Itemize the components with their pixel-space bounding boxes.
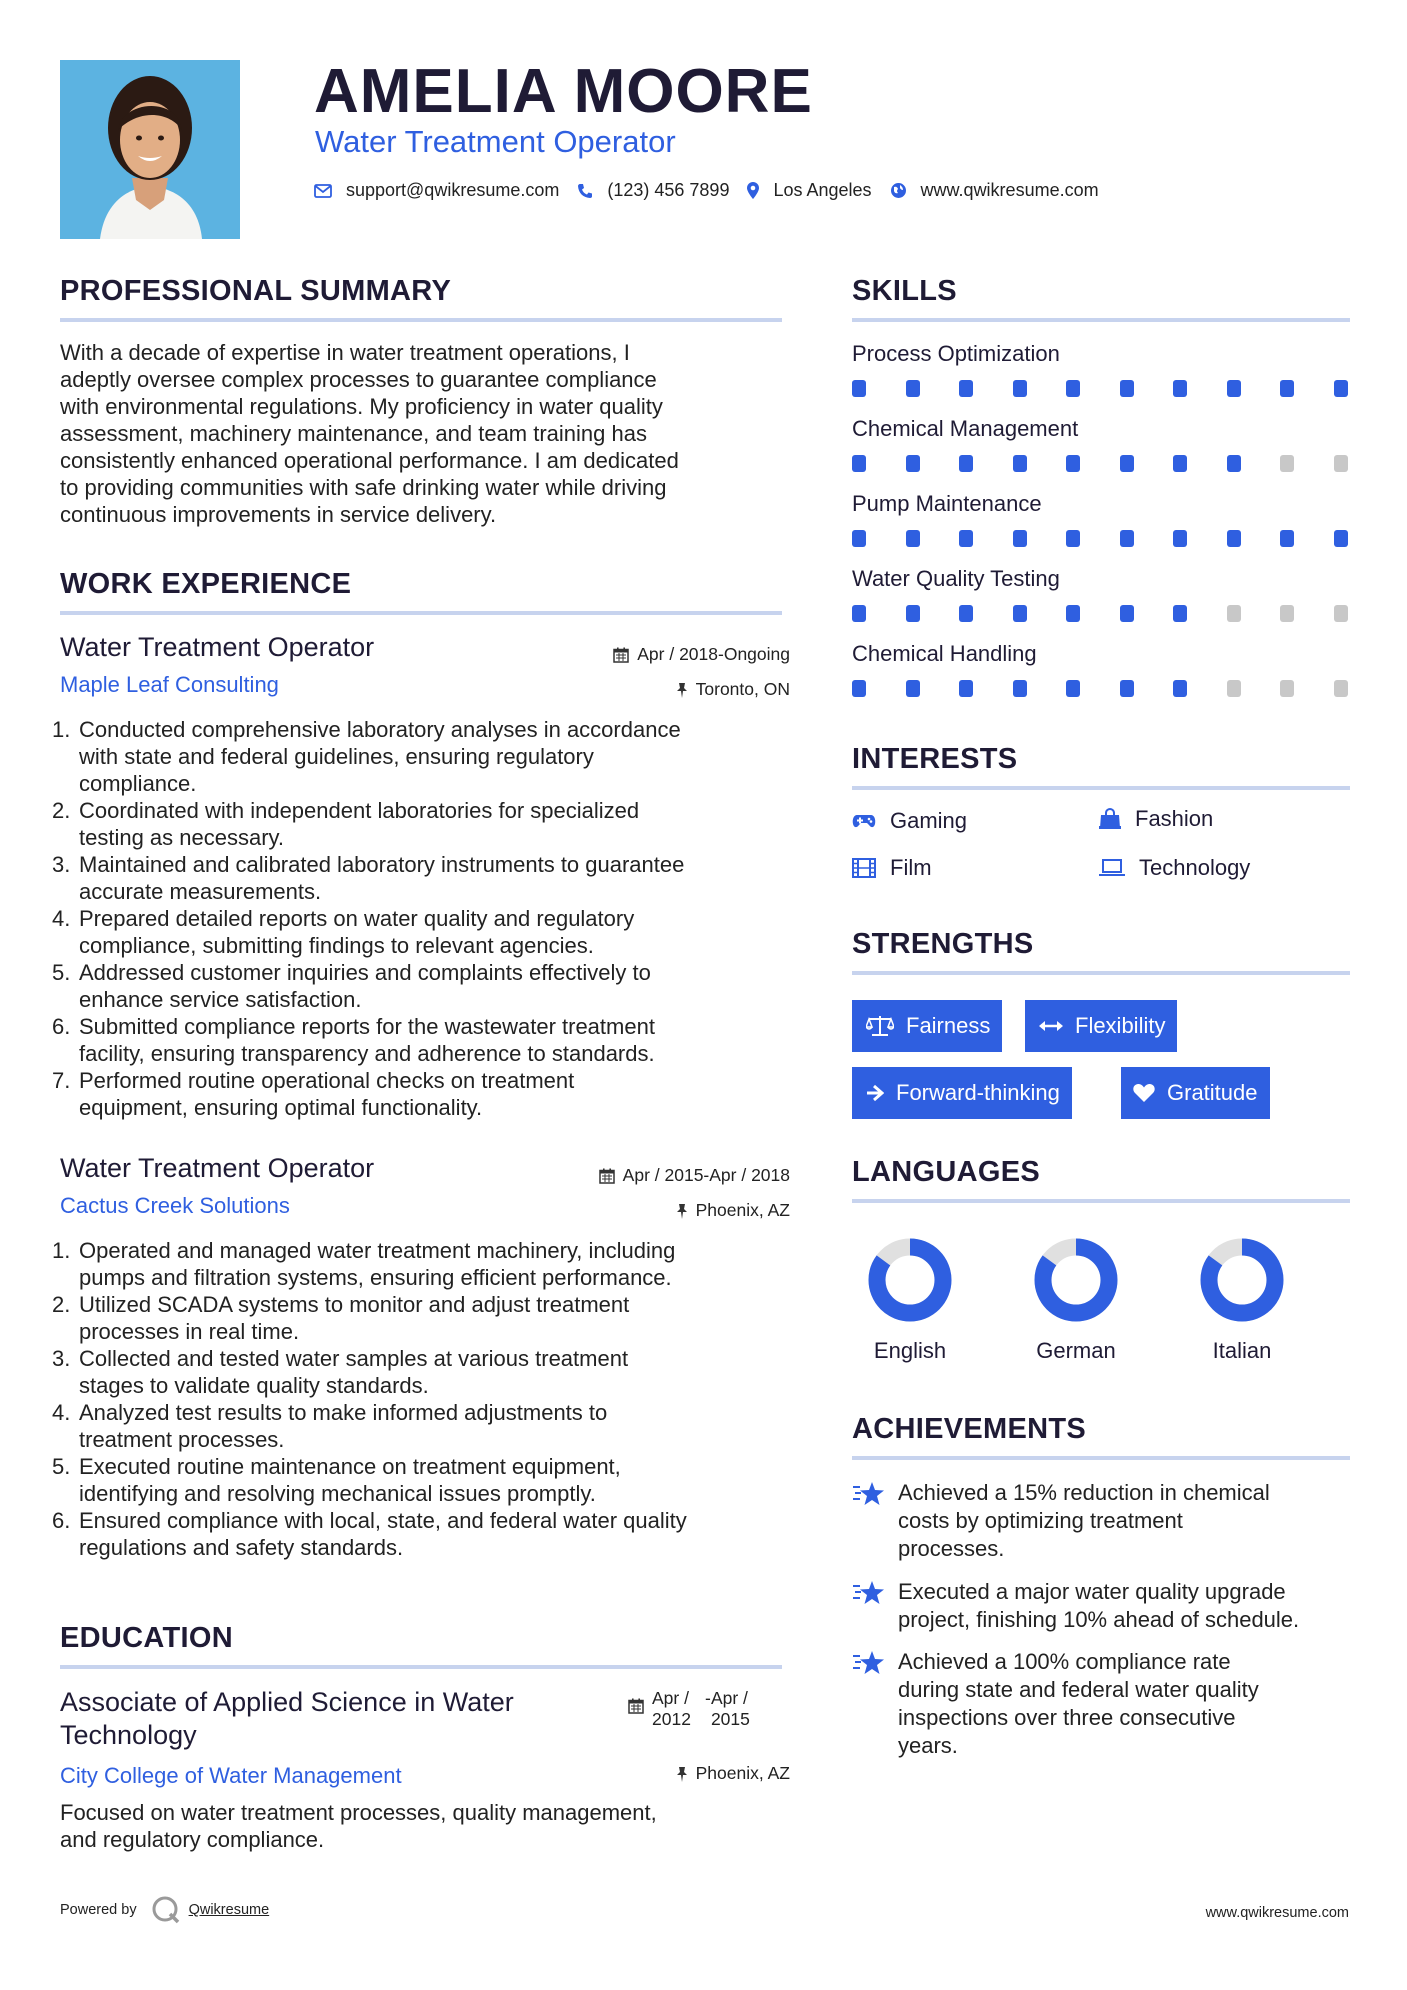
skill-dot-empty — [1334, 455, 1348, 472]
job-company: Cactus Creek Solutions — [60, 1193, 290, 1218]
interest-item-technology — [1099, 855, 1250, 881]
skills-heading: SKILLS — [852, 275, 957, 307]
experience-heading: WORK EXPERIENCE — [60, 568, 352, 600]
list-item: 6. Ensured compliance with local, state, and federal water quality regulations and safety standards. — [52, 1508, 687, 1560]
interest-item-gaming — [852, 808, 967, 834]
skill-dot-empty — [1227, 605, 1241, 622]
skill-dot-empty — [1280, 455, 1294, 472]
arrow-right-icon — [866, 1084, 884, 1102]
skill-dot-filled — [1013, 680, 1027, 697]
shopping-bag-icon — [1099, 808, 1121, 830]
map-pin-icon — [747, 182, 759, 199]
phone-text: (123) 456 7899 — [607, 180, 730, 200]
skill-name: Chemical Management — [852, 416, 1079, 441]
interest-label: Technology — [1139, 855, 1251, 880]
job-title: Water Treatment Operator — [60, 1153, 375, 1183]
envelope-icon — [314, 184, 332, 198]
strength-label: Fairness — [906, 1013, 991, 1038]
summary-line: assessment, machinery maintenance, and team training has — [60, 421, 647, 446]
skill-dot-filled — [906, 530, 920, 547]
skill-dot-filled — [906, 680, 920, 697]
skill-dot-filled — [852, 680, 866, 697]
footer-url[interactable]: www.qwikresume.com — [1205, 1905, 1349, 1921]
summary-line: consistently enhanced operational performance. I am dedicated — [60, 448, 679, 473]
job-location — [676, 1200, 790, 1221]
achievement-text: Achieved a 15% reduction in chemical costs by optimizing treatment processes. — [898, 1480, 1270, 1561]
skill-dot-filled — [1173, 455, 1187, 472]
degree-title — [60, 1686, 514, 1752]
achievement-item — [852, 1578, 1362, 1634]
job-dates — [613, 644, 790, 665]
balance-scale-icon — [866, 1015, 894, 1037]
summary-line: to providing communities with safe drinking water while driving — [60, 475, 667, 500]
skill-dot-filled — [1227, 455, 1241, 472]
skill-dot-filled — [1013, 455, 1027, 472]
strength-tag-fairness — [852, 1000, 1002, 1052]
strength-label: Forward-thinking — [896, 1080, 1060, 1105]
degree-line: Associate of Applied Science in Water — [60, 1687, 514, 1717]
skill-dot-filled — [906, 605, 920, 622]
edu-end-date: - Apr / 2015 — [704, 1688, 750, 1729]
achievements-heading: ACHIEVEMENTS — [852, 1413, 1087, 1445]
qwikresume-logo-icon — [151, 1895, 181, 1925]
skill-name: Water Quality Testing — [852, 566, 1060, 591]
pushpin-icon — [676, 1203, 688, 1219]
skill-dot-filled — [1280, 530, 1294, 547]
skill-dot-empty — [1227, 680, 1241, 697]
summary-divider — [60, 318, 782, 322]
language-label: German — [1036, 1338, 1116, 1363]
star-icon — [852, 1650, 886, 1676]
skill-dot-filled — [1066, 380, 1080, 397]
globe-icon — [890, 182, 907, 199]
summary-line: with environmental regulations. My proficiency in water quality — [60, 394, 663, 419]
calendar-icon — [599, 1168, 615, 1184]
experience-divider — [60, 611, 782, 615]
strength-tag-flexibility — [1025, 1000, 1177, 1052]
skill-dot-filled — [1066, 530, 1080, 547]
achievements-divider — [852, 1456, 1350, 1460]
job-company: Maple Leaf Consulting — [60, 672, 279, 697]
laptop-icon — [1099, 859, 1125, 877]
education-description: Focused on water treatment processes, quality management, and regulatory compliance. — [60, 1800, 657, 1852]
pushpin-icon — [676, 682, 688, 698]
achievement-item — [852, 1648, 1362, 1760]
strengths-divider — [852, 971, 1350, 975]
skill-rating — [852, 605, 1350, 622]
summary-heading: PROFESSIONAL SUMMARY — [60, 275, 452, 307]
language-level-donut — [1192, 1230, 1292, 1330]
skill-rating — [852, 680, 1350, 697]
skill-dot-filled — [1013, 605, 1027, 622]
phone-icon — [577, 183, 593, 199]
skill-dot-filled — [959, 680, 973, 697]
film-icon — [852, 858, 876, 878]
job-duties-list — [52, 1237, 790, 1561]
skill-dot-filled — [1013, 530, 1027, 547]
skill-dot-filled — [959, 380, 973, 397]
job-dates-text: Apr / 2018-Ongoing — [637, 644, 790, 664]
languages-divider — [852, 1199, 1350, 1203]
job-title: Water Treatment Operator — [60, 632, 375, 662]
gamepad-icon — [852, 813, 876, 829]
strength-label: Flexibility — [1075, 1013, 1166, 1038]
job-dates-text: Apr / 2015-Apr / 2018 — [622, 1165, 790, 1185]
strength-tag-gratitude — [1121, 1067, 1270, 1119]
interest-item-film — [852, 855, 932, 881]
education-heading: EDUCATION — [60, 1622, 233, 1654]
degree-line: Technology — [60, 1720, 197, 1750]
calendar-icon — [613, 647, 629, 663]
achievement-text: Executed a major water quality upgrade project, finishing 10% ahead of schedule. — [898, 1579, 1300, 1632]
skill-dot-filled — [906, 455, 920, 472]
skill-dot-filled — [1280, 380, 1294, 397]
contact-email[interactable] — [314, 180, 559, 201]
interest-label: Gaming — [890, 808, 968, 833]
summary-text — [60, 339, 679, 528]
skill-dot-filled — [1334, 380, 1348, 397]
list-item: 4. Analyzed test results to make informed adjustments to treatment processes. — [52, 1400, 608, 1452]
skill-dot-filled — [852, 605, 866, 622]
skill-dot-filled — [959, 530, 973, 547]
skill-dot-filled — [1227, 380, 1241, 397]
language-label: Italian — [1212, 1338, 1272, 1363]
job-location — [676, 679, 790, 700]
summary-line: continuous improvements in service delivery. — [60, 502, 497, 527]
education-location: Phoenix, AZ — [676, 1763, 790, 1784]
skills-divider — [852, 318, 1350, 322]
skill-name: Process Optimization — [852, 341, 1060, 366]
arrows-horizontal-icon — [1039, 1019, 1063, 1033]
contact-location — [747, 180, 871, 201]
summary-line: With a decade of expertise in water treatment operations, I — [60, 340, 630, 365]
language-level-donut — [1026, 1230, 1126, 1330]
skill-dot-empty — [1334, 605, 1348, 622]
skill-dot-filled — [852, 380, 866, 397]
email-text: support@qwikresume.com — [346, 180, 560, 200]
skill-dot-filled — [1120, 455, 1134, 472]
skill-dot-filled — [959, 455, 973, 472]
profile-photo — [60, 60, 240, 239]
skill-dot-filled — [1120, 380, 1134, 397]
interests-heading: INTERESTS — [852, 743, 1018, 775]
heart-icon — [1133, 1083, 1155, 1103]
list-item: 1. Conducted comprehensive laboratory analyses in accordance with state and federal guidelines, ensuring regulatory compliance. — [52, 717, 681, 796]
strength-label: Gratitude — [1167, 1080, 1258, 1105]
skill-dot-filled — [1013, 380, 1027, 397]
strengths-heading: STRENGTHS — [852, 928, 1034, 960]
skill-dot-empty — [1280, 605, 1294, 622]
language-level-donut — [860, 1230, 960, 1330]
candidate-role: Water Treatment Operator — [315, 124, 676, 159]
achievement-item — [852, 1479, 1362, 1563]
list-item: 1. Operated and managed water treatment machinery, including pumps and filtration systems, ensuring efficient performance. — [52, 1238, 676, 1290]
list-item: 3. Maintained and calibrated laboratory instruments to guarantee accurate measurements. — [52, 852, 685, 904]
list-item: 2. Utilized SCADA systems to monitor and adjust treatment processes in real time. — [52, 1292, 630, 1344]
skill-dot-filled — [852, 530, 866, 547]
skill-dot-filled — [1173, 680, 1187, 697]
skill-dot-filled — [1120, 605, 1134, 622]
contact-phone[interactable] — [577, 180, 729, 201]
skill-dot-empty — [1334, 680, 1348, 697]
skill-dot-empty — [1280, 680, 1294, 697]
list-item: 4. Prepared detailed reports on water quality and regulatory compliance, submitting findings to relevant agencies. — [52, 906, 635, 958]
skill-dot-filled — [852, 455, 866, 472]
location-text: Los Angeles — [773, 180, 872, 200]
job-duties-list — [52, 716, 790, 1121]
skill-dot-filled — [1227, 530, 1241, 547]
list-item: 2. Coordinated with independent laboratories for specialized testing as necessary. — [52, 798, 640, 850]
skill-dot-filled — [1066, 680, 1080, 697]
candidate-name: AMELIA MOORE — [314, 57, 813, 126]
skill-dot-filled — [1173, 605, 1187, 622]
strength-tag-forward-thinking — [852, 1067, 1072, 1119]
calendar-icon — [628, 1698, 644, 1714]
pushpin-icon — [676, 1766, 688, 1782]
footer-powered-by — [60, 1895, 269, 1925]
skill-dot-filled — [1173, 380, 1187, 397]
interest-label: Film — [890, 855, 932, 880]
star-icon — [852, 1481, 886, 1507]
list-item: 5. Executed routine maintenance on treatment equipment, identifying and resolving mechanical issues promptly. — [52, 1454, 621, 1506]
education-dates — [628, 1688, 750, 1730]
skill-rating — [852, 455, 1350, 472]
job-dates — [599, 1165, 790, 1186]
list-item: 6. Submitted compliance reports for the wastewater treatment facility, ensuring transparency and adherence to standards. — [52, 1014, 655, 1066]
contact-website[interactable] — [890, 180, 1099, 201]
contact-bar — [314, 180, 1117, 201]
interest-item-fashion — [1099, 806, 1213, 832]
star-icon — [852, 1580, 886, 1606]
list-item: 3. Collected and tested water samples at various treatment stages to validate quality standards. — [52, 1346, 629, 1398]
list-item: 7. Performed routine operational checks on treatment equipment, ensuring optimal functionality. — [52, 1068, 575, 1120]
interests-divider — [852, 786, 1350, 790]
skill-dot-filled — [959, 605, 973, 622]
skill-dot-filled — [1173, 530, 1187, 547]
job-location-text: Phoenix, AZ — [695, 1200, 790, 1220]
skill-name: Chemical Handling — [852, 641, 1037, 666]
skill-dot-filled — [1066, 605, 1080, 622]
skill-rating — [852, 530, 1350, 547]
skill-rating — [852, 380, 1350, 397]
powered-by-text: Powered by — [60, 1902, 137, 1918]
skill-dot-filled — [1334, 530, 1348, 547]
languages-heading: LANGUAGES — [852, 1156, 1040, 1188]
list-item: 5. Addressed customer inquiries and complaints effectively to enhance service satisfaction. — [52, 960, 651, 1012]
interest-label: Fashion — [1135, 806, 1214, 831]
education-divider — [60, 1665, 782, 1669]
skill-dot-filled — [1120, 530, 1134, 547]
edu-start-date: Apr / 2012 — [652, 1688, 691, 1729]
summary-line: adeptly oversee complex processes to guarantee compliance — [60, 367, 657, 392]
website-text: www.qwikresume.com — [920, 180, 1099, 200]
skill-name: Pump Maintenance — [852, 491, 1042, 516]
school-name: City College of Water Management — [60, 1763, 402, 1788]
job-location-text: Toronto, ON — [695, 679, 790, 699]
skill-dot-filled — [1120, 680, 1134, 697]
achievement-text: Achieved a 100% compliance rate during state and federal water quality inspections over three consecutive years. — [898, 1649, 1259, 1758]
language-label: English — [873, 1338, 947, 1363]
qwikresume-link[interactable]: Qwikresume — [188, 1902, 270, 1918]
skill-dot-filled — [1066, 455, 1080, 472]
skill-dot-filled — [906, 380, 920, 397]
